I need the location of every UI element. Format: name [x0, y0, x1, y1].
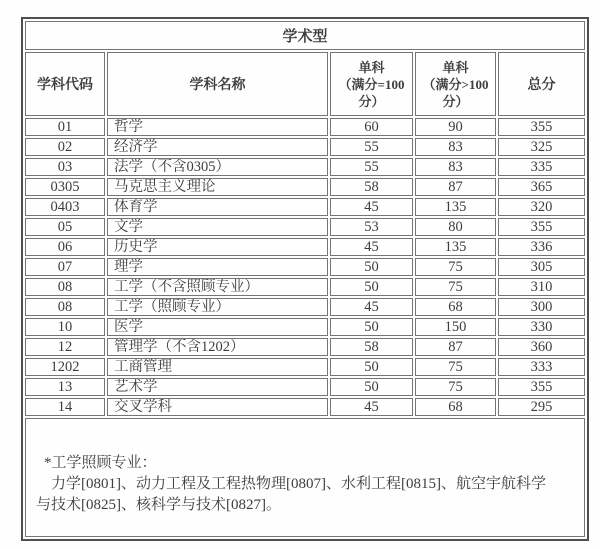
subject-code-cell: 08 — [25, 278, 105, 296]
single-eq100-score-cell: 60 — [330, 118, 413, 136]
subject-code-cell: 10 — [25, 318, 105, 336]
table-row — [25, 398, 585, 416]
single-eq100-score-cell: 45 — [330, 238, 413, 256]
single-eq100-score-cell: 55 — [330, 138, 413, 156]
table-row — [25, 218, 585, 236]
column-header-total-score: 总分 — [498, 52, 585, 116]
subject-name-cell: 历史学 — [107, 238, 328, 256]
subject-code-cell: 03 — [25, 158, 105, 176]
header-line: （满分=100 — [338, 76, 405, 92]
total-score-cell: 355 — [498, 378, 585, 396]
single-gt100-score-cell: 68 — [415, 398, 496, 416]
single-gt100-score-cell: 80 — [415, 218, 496, 236]
total-score-cell: 325 — [498, 138, 585, 156]
subject-name-cell: 法学（不含0305） — [107, 158, 328, 176]
single-eq100-score-cell: 45 — [330, 298, 413, 316]
subject-name-cell: 艺术学 — [107, 378, 328, 396]
table-row — [25, 278, 585, 296]
subject-code-cell: 0403 — [25, 198, 105, 216]
total-score-cell: 333 — [498, 358, 585, 376]
subject-name-cell: 管理学（不含1202） — [107, 338, 328, 356]
single-eq100-score-cell: 58 — [330, 338, 413, 356]
single-eq100-score-cell: 55 — [330, 158, 413, 176]
table-row — [25, 158, 585, 176]
single-gt100-score-cell: 83 — [415, 158, 496, 176]
total-score-cell: 330 — [498, 318, 585, 336]
subject-code-cell: 12 — [25, 338, 105, 356]
table-row — [25, 298, 585, 316]
header-line: 单科 — [358, 59, 385, 75]
single-gt100-score-cell: 75 — [415, 378, 496, 396]
single-eq100-score-cell: 58 — [330, 178, 413, 196]
subject-code-cell: 08 — [25, 298, 105, 316]
subject-code-cell: 01 — [25, 118, 105, 136]
single-eq100-score-cell: 50 — [330, 258, 413, 276]
table-body — [25, 118, 585, 416]
table-row — [25, 138, 585, 156]
single-gt100-score-cell: 75 — [415, 258, 496, 276]
footnote-line: 力学[0801]、动力工程及工程热物理[0807]、水利工程[0815]、航空宇航科学 — [51, 476, 546, 492]
single-gt100-score-cell: 135 — [415, 238, 496, 256]
subject-name-cell: 工商管理 — [107, 358, 328, 376]
single-gt100-score-cell: 87 — [415, 338, 496, 356]
table-row — [25, 358, 585, 376]
table-row — [25, 198, 585, 216]
column-header-subject-code: 学科代码 — [25, 52, 105, 116]
title-row — [25, 21, 585, 50]
subject-code-cell: 14 — [25, 398, 105, 416]
single-gt100-score-cell: 150 — [415, 318, 496, 336]
single-gt100-score-cell: 75 — [415, 358, 496, 376]
single-eq100-score-cell: 50 — [330, 318, 413, 336]
subject-code-cell: 05 — [25, 218, 105, 236]
subject-name-cell: 文学 — [107, 218, 328, 236]
subject-name-cell: 体育学 — [107, 198, 328, 216]
subject-name-cell: 交叉学科 — [107, 398, 328, 416]
table-row — [25, 318, 585, 336]
total-score-cell: 336 — [498, 238, 585, 256]
column-header-subject-name: 学科名称 — [107, 52, 328, 116]
single-gt100-score-cell: 68 — [415, 298, 496, 316]
total-score-cell: 355 — [498, 118, 585, 136]
single-eq100-score-cell: 53 — [330, 218, 413, 236]
subject-name-cell: 马克思主义理论 — [107, 178, 328, 196]
single-eq100-score-cell: 45 — [330, 198, 413, 216]
subject-code-cell: 13 — [25, 378, 105, 396]
total-score-cell: 360 — [498, 338, 585, 356]
subject-name-cell: 经济学 — [107, 138, 328, 156]
table-row — [25, 378, 585, 396]
total-score-cell: 295 — [498, 398, 585, 416]
header-line: 单科 — [442, 59, 469, 75]
footnote-title: *工学照顾专业： — [44, 455, 157, 471]
single-gt100-score-cell: 87 — [415, 178, 496, 196]
total-score-cell: 355 — [498, 218, 585, 236]
single-gt100-score-cell: 135 — [415, 198, 496, 216]
table-row — [25, 258, 585, 276]
subject-code-cell: 06 — [25, 238, 105, 256]
column-header-single-gt100 — [415, 52, 496, 116]
total-score-cell: 305 — [498, 258, 585, 276]
header-line: （满分>100 — [422, 76, 489, 92]
column-header-single-eq100 — [330, 52, 413, 116]
subject-name-cell: 理学 — [107, 258, 328, 276]
header-row — [25, 52, 585, 116]
table-row — [25, 238, 585, 256]
note-row — [25, 418, 585, 537]
single-gt100-score-cell: 75 — [415, 278, 496, 296]
total-score-cell: 310 — [498, 278, 585, 296]
single-eq100-score-cell: 50 — [330, 378, 413, 396]
total-score-cell: 300 — [498, 298, 585, 316]
single-eq100-score-cell: 50 — [330, 278, 413, 296]
subject-code-cell: 07 — [25, 258, 105, 276]
subject-name-cell: 哲学 — [107, 118, 328, 136]
subject-code-cell: 1202 — [25, 358, 105, 376]
table-row — [25, 118, 585, 136]
total-score-cell: 320 — [498, 198, 585, 216]
single-eq100-score-cell: 50 — [330, 358, 413, 376]
subject-code-cell: 0305 — [25, 178, 105, 196]
total-score-cell: 365 — [498, 178, 585, 196]
subject-code-cell: 02 — [25, 138, 105, 156]
header-line: 分） — [358, 93, 385, 109]
table-row — [25, 178, 585, 196]
footnote-line: 与技术[0825]、核科学与技术[0827]。 — [36, 497, 281, 513]
subject-name-cell: 工学（不含照顾专业） — [107, 278, 328, 296]
single-gt100-score-cell: 90 — [415, 118, 496, 136]
single-gt100-score-cell: 83 — [415, 138, 496, 156]
score-table — [21, 17, 589, 541]
header-line: 分） — [442, 93, 469, 109]
total-score-cell: 335 — [498, 158, 585, 176]
table-row — [25, 338, 585, 356]
subject-name-cell: 医学 — [107, 318, 328, 336]
footnote-cell — [25, 418, 585, 537]
table-title: 学术型 — [25, 21, 585, 50]
single-eq100-score-cell: 45 — [330, 398, 413, 416]
subject-name-cell: 工学（照顾专业） — [107, 298, 328, 316]
